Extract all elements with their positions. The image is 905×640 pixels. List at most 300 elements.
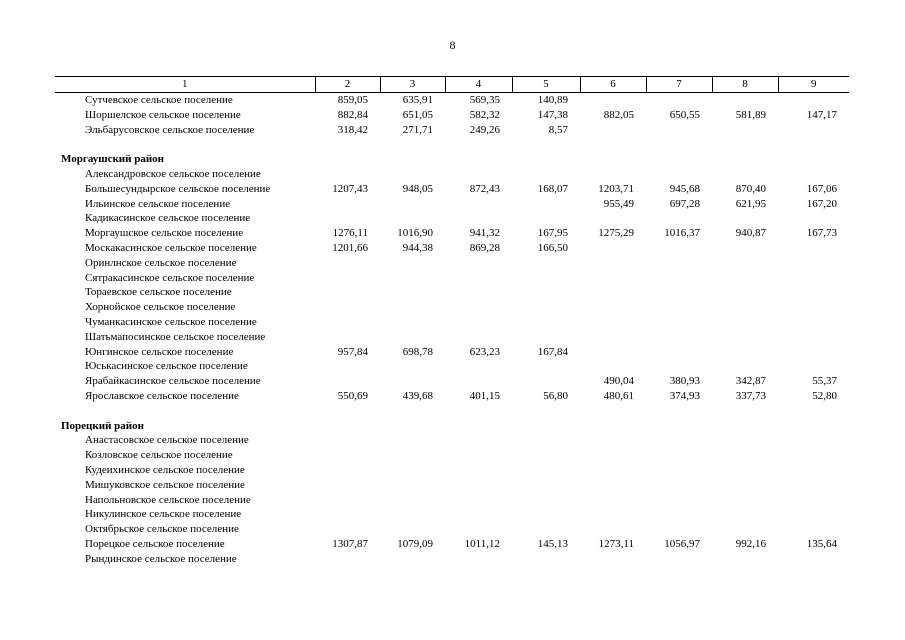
value-cell: 318,42 xyxy=(337,123,368,136)
settlement-name: Анастасовское сельское поселение xyxy=(85,434,249,447)
value-cell xyxy=(646,522,712,537)
value-cell: 635,91 xyxy=(402,94,433,106)
value-cell xyxy=(580,478,646,493)
value-cell: 401,15 xyxy=(469,389,500,402)
spacer-cell xyxy=(55,404,849,419)
value-cell xyxy=(712,241,778,256)
value-cell: 8,57 xyxy=(548,123,568,136)
settlement-name: Кудеихинское сельское поселение xyxy=(85,463,245,476)
value-cell: 882,84 xyxy=(337,108,368,121)
value-cell: 1056,97 xyxy=(664,537,700,550)
value-cell xyxy=(712,300,778,315)
value-cell xyxy=(646,167,712,182)
value-cell xyxy=(315,448,380,463)
value-cell xyxy=(380,167,445,182)
value-cell xyxy=(380,359,445,374)
value-cell: 167,84 xyxy=(537,345,568,358)
value-cell: 945,68 xyxy=(669,182,700,195)
value-cell xyxy=(712,167,778,182)
value-cell xyxy=(512,433,580,448)
spacer-row xyxy=(55,137,849,152)
value-cell xyxy=(315,300,380,315)
value-cell xyxy=(778,256,849,271)
settlement-name: Чуманкасинское сельское поселение xyxy=(85,315,257,328)
table-row xyxy=(55,256,849,271)
table-row xyxy=(55,537,849,552)
value-cell xyxy=(512,374,580,389)
value-cell: 623,23 xyxy=(469,345,500,358)
table-row xyxy=(55,552,849,567)
page-number: 8 xyxy=(449,38,456,52)
value-cell: 140,89 xyxy=(537,94,568,106)
value-cell xyxy=(580,315,646,330)
value-cell xyxy=(445,493,512,508)
value-cell xyxy=(712,493,778,508)
value-cell xyxy=(712,271,778,286)
value-cell: 52,80 xyxy=(812,389,837,402)
column-header: 2 xyxy=(315,77,380,93)
value-cell xyxy=(646,433,712,448)
value-cell xyxy=(315,256,380,271)
value-cell xyxy=(380,271,445,286)
value-cell xyxy=(778,552,849,567)
value-cell xyxy=(580,522,646,537)
value-cell xyxy=(646,300,712,315)
value-cell xyxy=(512,271,580,286)
column-header: 8 xyxy=(712,77,778,93)
value-cell xyxy=(380,448,445,463)
value-cell: 940,87 xyxy=(735,227,766,240)
value-cell xyxy=(512,300,580,315)
value-cell xyxy=(646,507,712,522)
table-row xyxy=(55,300,849,315)
value-cell: 342,87 xyxy=(735,375,766,388)
value-cell xyxy=(778,271,849,286)
value-cell xyxy=(580,359,646,374)
value-cell xyxy=(315,463,380,478)
value-cell xyxy=(778,478,849,493)
settlements-table xyxy=(55,76,849,567)
value-cell xyxy=(580,241,646,256)
value-cell xyxy=(512,463,580,478)
value-cell xyxy=(445,197,512,212)
value-cell xyxy=(380,478,445,493)
value-cell xyxy=(778,93,849,108)
value-cell xyxy=(712,522,778,537)
settlement-name: Большесундырское сельское поселение xyxy=(85,182,271,195)
value-cell xyxy=(778,345,849,360)
value-cell xyxy=(778,300,849,315)
settlement-name: Ярабайкасинское сельское поселение xyxy=(85,375,261,388)
value-cell: 380,93 xyxy=(669,375,700,388)
value-cell xyxy=(315,359,380,374)
region-heading-row xyxy=(55,419,849,434)
value-cell: 1016,37 xyxy=(664,227,700,240)
value-cell: 651,05 xyxy=(402,108,433,121)
value-cell xyxy=(580,300,646,315)
value-cell xyxy=(778,359,849,374)
value-cell xyxy=(512,330,580,345)
value-cell xyxy=(646,211,712,226)
value-cell: 56,80 xyxy=(543,389,568,402)
table-row xyxy=(55,285,849,300)
value-cell xyxy=(580,463,646,478)
value-cell xyxy=(712,93,778,108)
value-cell xyxy=(580,433,646,448)
settlement-name: Эльбарусовское сельское поселение xyxy=(85,123,255,136)
value-cell xyxy=(580,93,646,108)
value-cell xyxy=(778,285,849,300)
value-cell: 944,38 xyxy=(402,241,433,254)
value-cell: 167,20 xyxy=(806,197,837,210)
settlement-name: Козловское сельское поселение xyxy=(85,449,233,462)
value-cell xyxy=(380,330,445,345)
value-cell: 870,40 xyxy=(735,182,766,195)
value-cell: 698,78 xyxy=(402,345,433,358)
value-cell xyxy=(512,315,580,330)
region-heading: Порецкий район xyxy=(61,419,144,432)
settlement-name: Юнгинское сельское поселение xyxy=(85,345,234,358)
settlement-name: Моргаушское сельское поселение xyxy=(85,227,244,240)
value-cell xyxy=(445,167,512,182)
value-cell xyxy=(315,522,380,537)
value-cell xyxy=(646,93,712,108)
value-cell xyxy=(512,522,580,537)
value-cell xyxy=(580,345,646,360)
value-cell xyxy=(778,463,849,478)
value-cell xyxy=(778,211,849,226)
table-row xyxy=(55,478,849,493)
settlement-name: Напольновское сельское поселение xyxy=(85,493,251,506)
value-cell: 697,28 xyxy=(669,197,700,210)
value-cell xyxy=(712,507,778,522)
value-cell: 941,32 xyxy=(469,227,500,240)
table-row xyxy=(55,507,849,522)
value-cell xyxy=(646,123,712,138)
column-header: 1 xyxy=(55,77,315,93)
value-cell xyxy=(712,433,778,448)
value-cell xyxy=(580,507,646,522)
table-row xyxy=(55,315,849,330)
value-cell: 166,50 xyxy=(537,241,568,254)
settlement-name: Хорнойское сельское поселение xyxy=(85,301,236,314)
value-cell: 490,04 xyxy=(603,375,634,388)
value-cell: 582,32 xyxy=(469,108,500,121)
table-body xyxy=(55,93,849,567)
value-cell xyxy=(380,300,445,315)
value-cell: 1203,71 xyxy=(598,182,634,195)
column-header: 7 xyxy=(646,77,712,93)
table-row xyxy=(55,241,849,256)
value-cell xyxy=(445,271,512,286)
spacer-row xyxy=(55,404,849,419)
value-cell xyxy=(778,522,849,537)
value-cell xyxy=(778,493,849,508)
value-cell xyxy=(712,463,778,478)
value-cell xyxy=(315,493,380,508)
value-cell xyxy=(445,359,512,374)
value-cell: 168,07 xyxy=(537,182,568,195)
table-row xyxy=(55,374,849,389)
value-cell: 621,95 xyxy=(735,197,766,210)
value-cell xyxy=(380,374,445,389)
value-cell: 859,05 xyxy=(337,94,368,106)
value-cell: 145,13 xyxy=(537,537,568,550)
value-cell xyxy=(646,359,712,374)
value-cell xyxy=(580,123,646,138)
value-cell xyxy=(580,552,646,567)
value-cell xyxy=(445,285,512,300)
value-cell xyxy=(512,478,580,493)
value-cell xyxy=(445,374,512,389)
value-cell xyxy=(646,478,712,493)
value-cell xyxy=(580,211,646,226)
value-cell: 1275,29 xyxy=(598,227,634,240)
value-cell: 581,89 xyxy=(735,108,766,121)
value-cell xyxy=(315,197,380,212)
value-cell xyxy=(445,433,512,448)
value-cell xyxy=(646,241,712,256)
value-cell xyxy=(778,330,849,345)
value-cell xyxy=(580,256,646,271)
value-cell: 249,26 xyxy=(469,123,500,136)
settlement-name: Шоршелское сельское поселение xyxy=(85,108,241,121)
value-cell xyxy=(445,463,512,478)
header-row xyxy=(55,77,849,93)
table-row xyxy=(55,522,849,537)
value-cell: 957,84 xyxy=(337,345,368,358)
settlement-name: Октябрьское сельское поселение xyxy=(85,523,239,536)
table-row xyxy=(55,271,849,286)
value-cell xyxy=(315,552,380,567)
value-cell: 1307,87 xyxy=(332,537,368,550)
value-cell xyxy=(445,315,512,330)
value-cell xyxy=(512,256,580,271)
value-cell xyxy=(712,285,778,300)
table-row xyxy=(55,197,849,212)
value-cell xyxy=(315,478,380,493)
value-cell: 1079,09 xyxy=(397,537,433,550)
value-cell xyxy=(445,507,512,522)
value-cell xyxy=(646,345,712,360)
value-cell: 1201,66 xyxy=(332,241,368,254)
value-cell xyxy=(380,552,445,567)
value-cell xyxy=(646,330,712,345)
value-cell: 992,16 xyxy=(735,537,766,550)
value-cell: 439,68 xyxy=(402,389,433,402)
value-cell xyxy=(380,285,445,300)
value-cell xyxy=(580,330,646,345)
value-cell xyxy=(712,315,778,330)
table-row xyxy=(55,108,849,123)
settlement-name: Сутчевское сельское поселение xyxy=(85,94,233,106)
value-cell: 550,69 xyxy=(337,389,368,402)
value-cell xyxy=(580,493,646,508)
settlement-name: Ильинское сельское поселение xyxy=(85,197,231,210)
value-cell xyxy=(512,167,580,182)
value-cell xyxy=(646,285,712,300)
value-cell xyxy=(315,211,380,226)
table-row xyxy=(55,359,849,374)
settlement-name: Никулинское сельское поселение xyxy=(85,508,242,521)
value-cell xyxy=(580,285,646,300)
value-cell xyxy=(712,359,778,374)
settlement-name: Мишуковское сельское поселение xyxy=(85,478,245,491)
value-cell xyxy=(315,330,380,345)
value-cell xyxy=(315,374,380,389)
value-cell xyxy=(778,315,849,330)
value-cell xyxy=(380,256,445,271)
value-cell: 167,06 xyxy=(806,182,837,195)
settlement-name: Москакасинское сельское поселение xyxy=(85,241,257,254)
table-row xyxy=(55,433,849,448)
settlement-name: Шатьмапосинское сельское поселение xyxy=(85,330,266,343)
value-cell xyxy=(380,211,445,226)
value-cell xyxy=(315,315,380,330)
value-cell xyxy=(445,478,512,493)
value-cell xyxy=(445,211,512,226)
value-cell: 337,73 xyxy=(735,389,766,402)
value-cell xyxy=(512,285,580,300)
table-row xyxy=(55,211,849,226)
value-cell xyxy=(315,507,380,522)
settlement-name: Порецкое сельское поселение xyxy=(85,537,225,550)
value-cell xyxy=(712,123,778,138)
value-cell: 135,64 xyxy=(806,537,837,550)
value-cell: 167,95 xyxy=(537,227,568,240)
value-cell xyxy=(712,256,778,271)
value-cell xyxy=(778,507,849,522)
value-cell xyxy=(712,211,778,226)
settlement-name: Рындинское сельское поселение xyxy=(85,552,237,565)
table-row xyxy=(55,493,849,508)
region-heading-row xyxy=(55,152,849,167)
value-cell xyxy=(512,197,580,212)
value-cell xyxy=(512,359,580,374)
value-cell xyxy=(512,552,580,567)
value-cell xyxy=(315,433,380,448)
region-heading: Моргаушский район xyxy=(61,153,165,166)
value-cell xyxy=(380,433,445,448)
value-cell xyxy=(380,315,445,330)
table-row xyxy=(55,167,849,182)
value-cell xyxy=(646,271,712,286)
column-header: 3 xyxy=(380,77,445,93)
column-header: 5 xyxy=(512,77,580,93)
value-cell xyxy=(315,271,380,286)
value-cell xyxy=(380,197,445,212)
value-cell: 872,43 xyxy=(469,182,500,195)
value-cell xyxy=(646,493,712,508)
value-cell: 882,05 xyxy=(603,108,634,121)
value-cell: 569,35 xyxy=(469,94,500,106)
value-cell xyxy=(512,211,580,226)
value-cell xyxy=(445,522,512,537)
value-cell xyxy=(315,167,380,182)
value-cell xyxy=(380,493,445,508)
value-cell xyxy=(380,507,445,522)
value-cell xyxy=(445,300,512,315)
value-cell xyxy=(712,552,778,567)
settlement-name: Александровское сельское поселение xyxy=(85,167,261,180)
value-cell: 1011,12 xyxy=(464,537,500,550)
value-cell: 650,55 xyxy=(669,108,700,121)
settlement-name: Сятракасинское сельское поселение xyxy=(85,271,255,284)
column-header: 6 xyxy=(580,77,646,93)
value-cell: 869,28 xyxy=(469,241,500,254)
value-cell xyxy=(646,448,712,463)
value-cell xyxy=(778,433,849,448)
settlement-name: Кадикасинское сельское поселение xyxy=(85,212,251,225)
value-cell: 1016,90 xyxy=(397,227,433,240)
value-cell xyxy=(580,167,646,182)
value-cell: 271,71 xyxy=(402,123,433,136)
value-cell: 374,93 xyxy=(669,389,700,402)
settlement-name: Юськасинское сельское поселение xyxy=(85,360,248,373)
value-cell xyxy=(445,448,512,463)
table-row xyxy=(55,345,849,360)
value-cell: 1273,11 xyxy=(598,537,634,550)
table-row xyxy=(55,330,849,345)
value-cell xyxy=(646,315,712,330)
value-cell xyxy=(512,507,580,522)
table-row xyxy=(55,182,849,197)
table-row xyxy=(55,448,849,463)
value-cell: 147,17 xyxy=(806,108,837,121)
table-row xyxy=(55,123,849,138)
value-cell: 955,49 xyxy=(603,197,634,210)
value-cell xyxy=(712,478,778,493)
value-cell xyxy=(646,256,712,271)
value-cell: 167,73 xyxy=(806,227,837,240)
spacer-cell xyxy=(55,137,849,152)
value-cell xyxy=(380,522,445,537)
value-cell: 1207,43 xyxy=(332,182,368,195)
value-cell xyxy=(778,167,849,182)
value-cell xyxy=(778,123,849,138)
value-cell: 147,38 xyxy=(537,108,568,121)
value-cell xyxy=(712,345,778,360)
value-cell xyxy=(580,448,646,463)
table-row xyxy=(55,93,849,108)
settlement-name: Оринлнское сельское поселение xyxy=(85,256,237,269)
value-cell xyxy=(315,285,380,300)
value-cell: 1276,11 xyxy=(332,227,368,240)
value-cell xyxy=(712,448,778,463)
value-cell: 55,37 xyxy=(812,375,837,388)
table-row xyxy=(55,389,849,404)
value-cell: 948,05 xyxy=(402,182,433,195)
value-cell xyxy=(712,330,778,345)
column-header: 9 xyxy=(778,77,849,93)
value-cell xyxy=(445,256,512,271)
value-cell xyxy=(778,241,849,256)
value-cell xyxy=(512,493,580,508)
value-cell xyxy=(580,271,646,286)
value-cell xyxy=(646,552,712,567)
settlement-name: Тораевское сельское поселение xyxy=(85,286,232,299)
value-cell: 480,61 xyxy=(603,389,634,402)
value-cell xyxy=(778,448,849,463)
value-cell xyxy=(445,330,512,345)
table-row xyxy=(55,463,849,478)
value-cell xyxy=(646,463,712,478)
settlement-name: Ярославское сельское поселение xyxy=(85,389,239,402)
value-cell xyxy=(512,448,580,463)
column-header: 4 xyxy=(445,77,512,93)
table-row xyxy=(55,226,849,241)
value-cell xyxy=(380,463,445,478)
